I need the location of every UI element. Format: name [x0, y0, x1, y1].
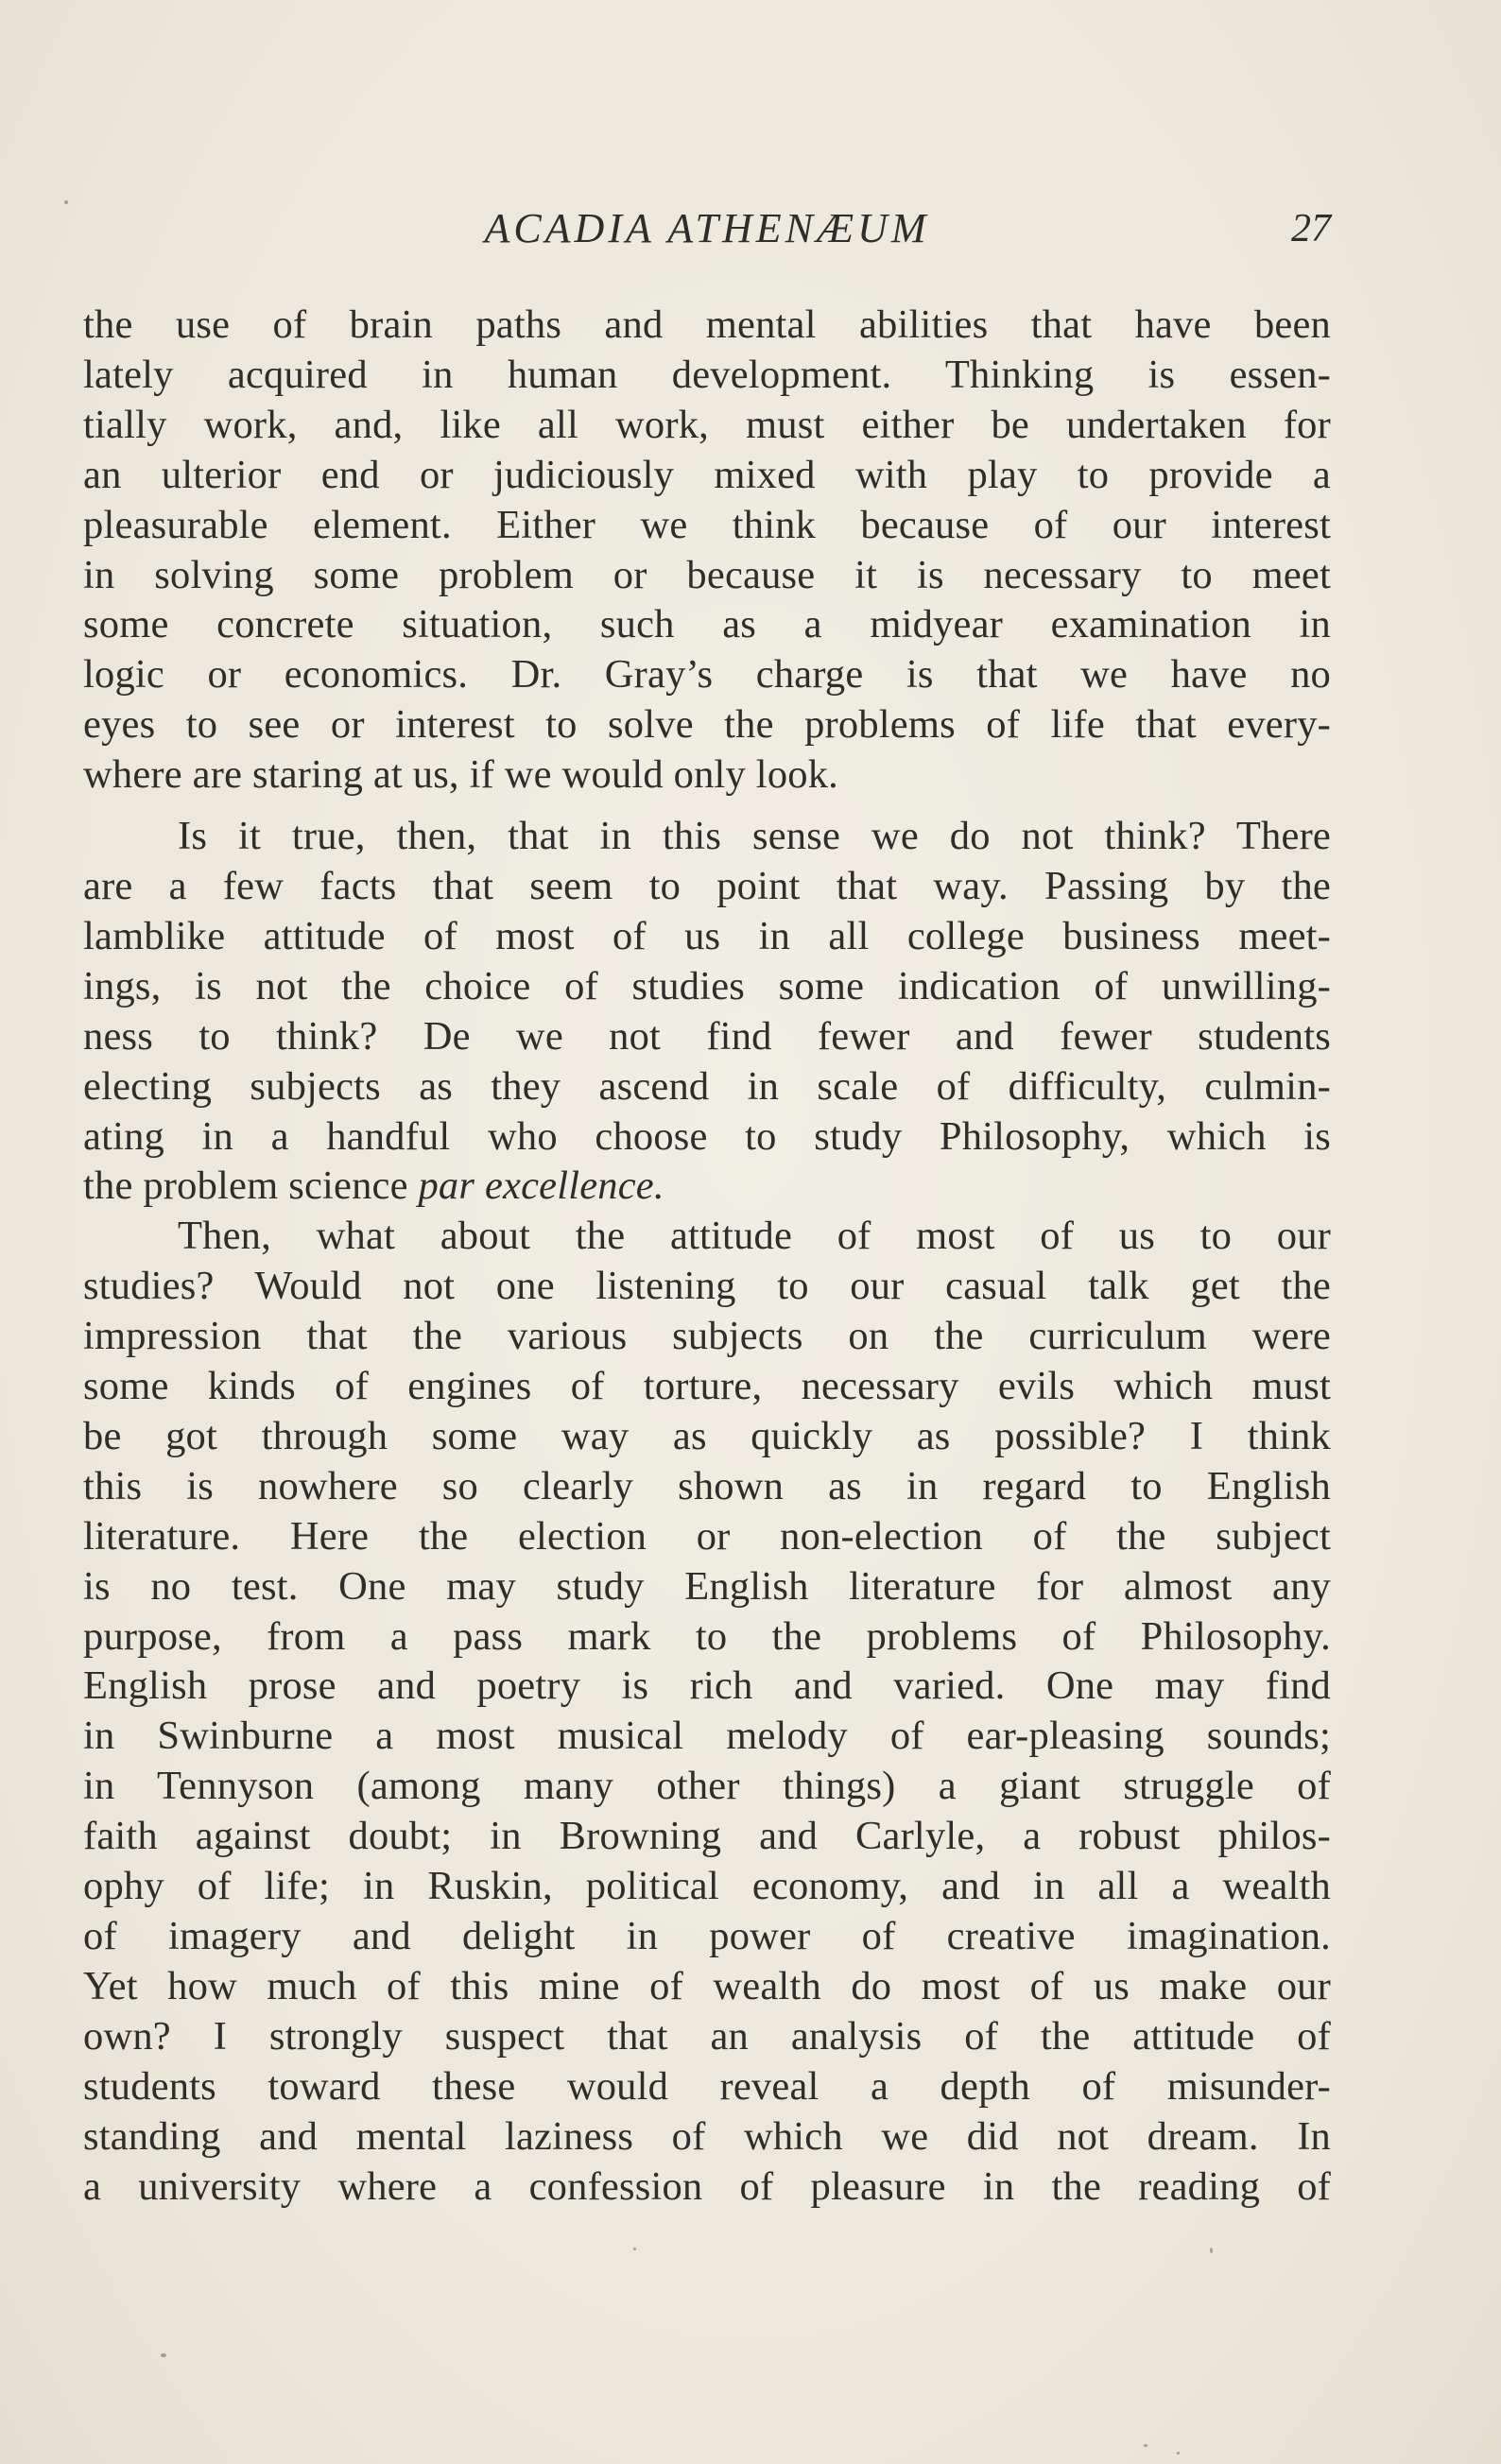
text-line: are a few facts that seem to point that way. Passing by the	[83, 863, 1331, 908]
text-line: Then, what about the attitude of most of us to our	[178, 1214, 1331, 1259]
text-line	[83, 1162, 1331, 1212]
text-line: ating in a handful who choose to study Philosophy, which is	[83, 1113, 1331, 1159]
text-line: impression that the various subjects on the curriculum were	[83, 1314, 1331, 1359]
text-line: some concrete situation, such as a midyear examination in	[83, 602, 1331, 647]
text-line: purpose, from a pass mark to the problems of Philosophy.	[83, 1613, 1331, 1659]
text-line: the use of brain paths and mental abilities that have been	[83, 302, 1331, 347]
text-line: logic or economics. Dr. Gray’s charge is that we have no	[83, 652, 1331, 698]
text-line: literature. Here the election or non-election of the subject	[83, 1513, 1331, 1559]
text-line: standing and mental laziness of which we did not dream. In	[83, 2113, 1331, 2159]
text-line: in solving some problem or because it is necessary to meet	[83, 552, 1331, 597]
text-line: ings, is not the choice of studies some indication of unwilling-	[83, 963, 1331, 1008]
scan-speck	[633, 2248, 636, 2250]
text-line: Yet how much of this mine of wealth do most of us make our	[83, 1963, 1331, 2008]
text-line: eyes to see or interest to solve the problems of life that every-	[83, 702, 1331, 748]
text-line: where are staring at us, if we would only look.	[83, 752, 838, 798]
text-line: studies? Would not one listening to our casual talk get the	[83, 1264, 1331, 1309]
text-line: Is it true, then, that in this sense we do not think? There	[178, 814, 1331, 859]
text-line: lately acquired in human development. Thinking is essen-	[83, 352, 1331, 397]
text-line: ophy of life; in Ruskin, political economy, and in all a wealth	[83, 1864, 1331, 1909]
text-line-prefix: the problem science	[83, 1163, 419, 1209]
text-line: electing subjects as they ascend in scale of difficulty, culmin-	[83, 1063, 1331, 1109]
text-line: of imagery and delight in power of creative imagination.	[83, 1914, 1331, 1958]
text-line: is no test. One may study English literature for almost any	[83, 1563, 1331, 1609]
text-line: students toward these would reveal a depth of misunder-	[83, 2063, 1331, 2109]
text-line: a university where a confession of pleasure in the reading of	[83, 2163, 1331, 2209]
scan-speck	[161, 2353, 166, 2357]
running-head	[83, 200, 1331, 257]
scan-speck	[1144, 2444, 1147, 2447]
text-line: an ulterior end or judiciously mixed with play to provide a	[83, 452, 1331, 497]
running-title: ACADIA ATHENÆUM	[484, 205, 930, 251]
text-line: this is nowhere so clearly shown as in regard to English	[83, 1463, 1331, 1508]
text-line: pleasurable element. Either we think because of our interest	[83, 502, 1331, 547]
page-number: 27	[1291, 207, 1331, 250]
text-line: lamblike attitude of most of us in all college business meet-	[83, 913, 1331, 958]
text-line: faith against doubt; in Browning and Carlyle, a robust philos-	[83, 1814, 1331, 1859]
text-line: tially work, and, like all work, must either be undertaken for	[83, 402, 1331, 447]
text-line: in Swinburne a most musical melody of ear-pleasing sounds;	[83, 1714, 1331, 1759]
article-body	[83, 301, 1331, 2212]
scan-speck	[64, 200, 68, 204]
text-line: in Tennyson (among many other things) a giant struggle of	[83, 1764, 1331, 1809]
scan-speck	[1177, 2452, 1180, 2455]
paragraph-3	[83, 1212, 1331, 2212]
italic-phrase: par excellence.	[418, 1163, 664, 1209]
text-line: English prose and poetry is rich and varied. One may find	[83, 1663, 1331, 1709]
text-line: be got through some way as quickly as possible? I think	[83, 1413, 1331, 1458]
text-line: ness to think? De we not find fewer and fewer students	[83, 1013, 1331, 1059]
paragraph-2	[83, 812, 1331, 1212]
text-line: some kinds of engines of torture, necessary evils which must	[83, 1364, 1331, 1409]
text-line: own? I strongly suspect that an analysis of the attitude of	[83, 2013, 1331, 2059]
scan-speck	[1210, 2248, 1213, 2253]
paragraph-1	[83, 301, 1331, 801]
